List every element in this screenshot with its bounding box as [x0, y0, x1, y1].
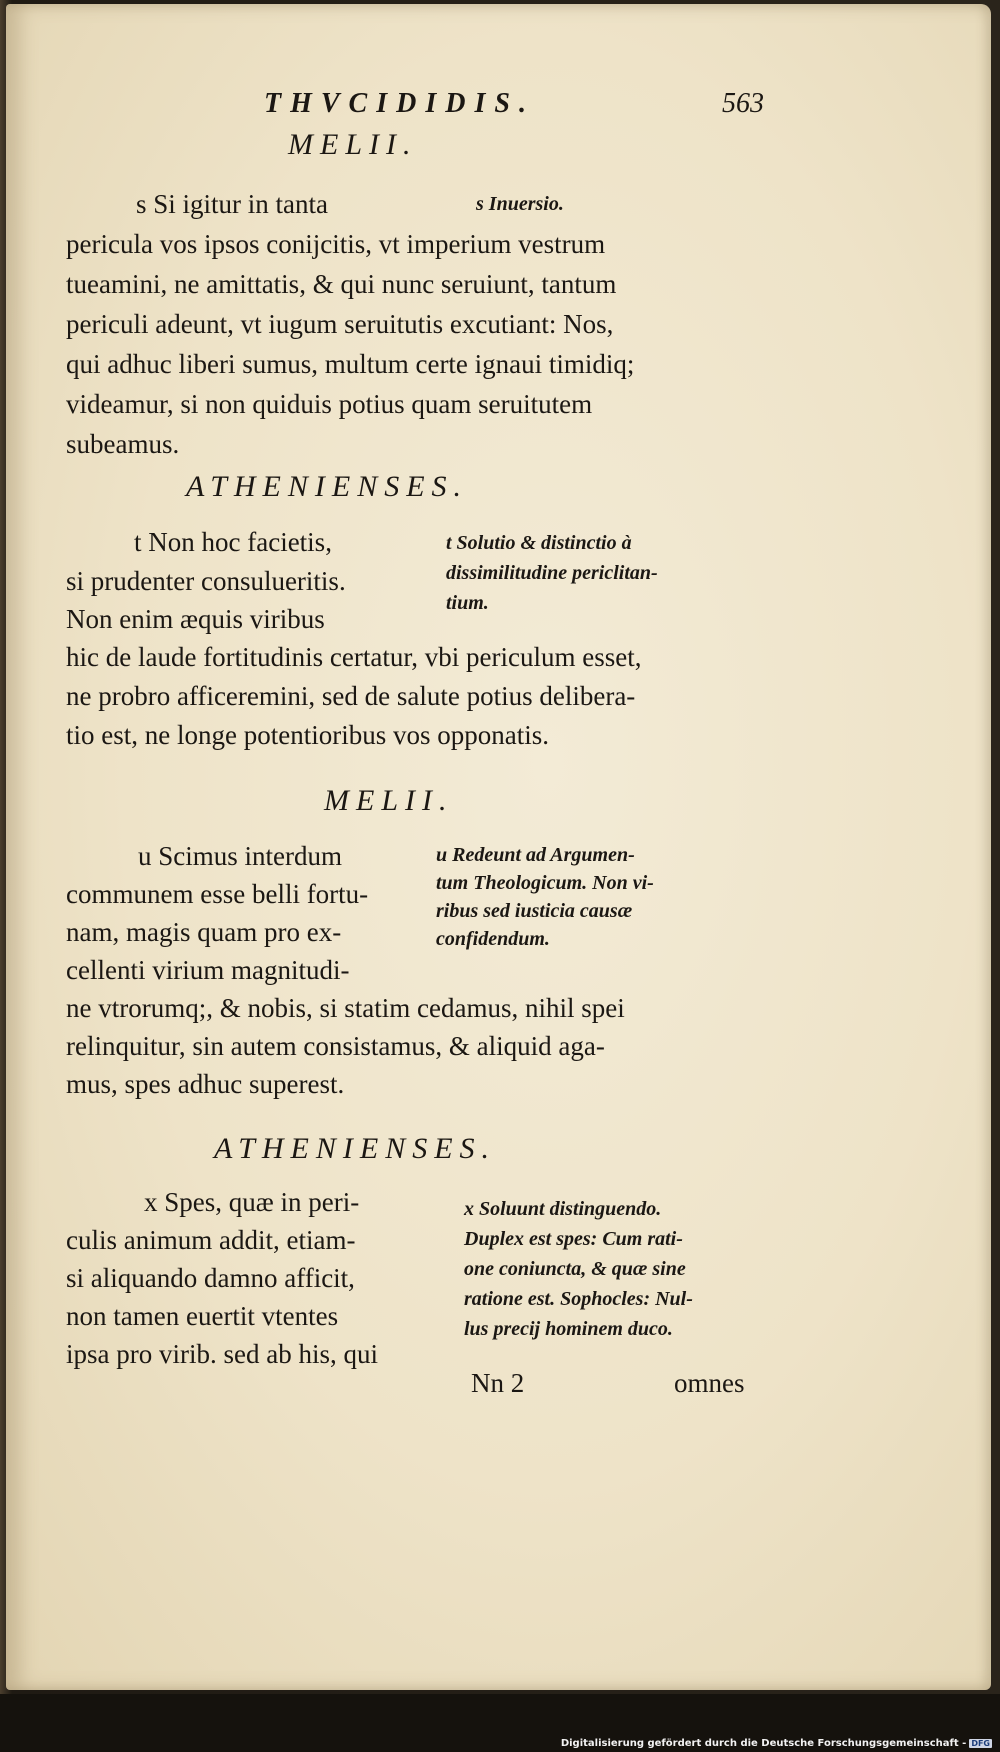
margin-note: one coniuncta, & quæ sine [464, 1258, 686, 1280]
page-header [264, 88, 764, 128]
text-line: ipsa pro virib. sed ab his, qui [66, 1339, 378, 1369]
margin-note: Duplex est spes: Cum rati- [464, 1228, 683, 1250]
text-line: non tamen euertit vtentes [66, 1301, 339, 1331]
margin-note: ratione est. Sophocles: Nul- [464, 1288, 693, 1310]
margin-note: dissimilitudine periclitan- [446, 562, 658, 584]
text-line: cellenti virium magnitudi- [66, 955, 350, 985]
margin-note: s Inuersio. [476, 193, 564, 215]
text-line: mus, spes adhuc superest. [66, 1069, 345, 1099]
catchword: omnes [674, 1368, 745, 1398]
margin-note: t Solutio & distinctio à [446, 532, 632, 554]
text-line: s Si igitur in tanta [136, 189, 328, 219]
text-line: u Scimus interdum [138, 841, 342, 871]
text-line: Non enim æquis viribus [66, 604, 325, 634]
margin-note: tium. [446, 592, 489, 614]
margin-note: tum Theologicum. Non vi- [436, 872, 654, 894]
text-line: si aliquando damno afficit, [66, 1263, 355, 1293]
text-line: ne vtrorumq;, & nobis, si statim cedamus, nihil spei [66, 993, 625, 1023]
text-line: tio est, ne longe potentioribus vos opponatis. [66, 720, 549, 750]
speaker-heading: ATHENIENSES. [186, 470, 469, 503]
book-page [6, 4, 991, 1690]
text-line: si prudenter consulueritis. [66, 566, 346, 596]
signature-mark: Nn 2 [471, 1368, 525, 1398]
text-line: pericula vos ipsos conijcitis, vt imperium vestrum [66, 229, 606, 259]
speaker-heading: MELII. [288, 128, 418, 161]
margin-note: u Redeunt ad Argumen- [436, 844, 635, 866]
page-content [6, 4, 991, 1690]
dfg-logo-icon: DFG [971, 1739, 990, 1748]
text-line: t Non hoc facietis, [134, 527, 332, 557]
text-line: nam, magis quam pro ex- [66, 917, 342, 947]
digitization-credit [561, 1738, 992, 1749]
margin-note: ribus sed iusticia causæ [436, 900, 633, 922]
margin-note: confidendum. [436, 928, 550, 950]
text-line: qui adhuc liberi sumus, multum certe ignaui timidiq; [66, 349, 635, 379]
text-line: culis animum addit, etiam- [66, 1225, 356, 1255]
text-line: tueamini, ne amittatis, & qui nunc seruiunt, tantum [66, 269, 617, 299]
speaker-heading: MELII. [324, 784, 454, 817]
running-head: THVCIDIDIS. [264, 88, 535, 119]
text-line: periculi adeunt, vt iugum seruitutis excutiant: Nos, [66, 309, 614, 339]
speaker-heading: ATHENIENSES. [214, 1132, 497, 1165]
text-line: x Spes, quæ in peri- [144, 1187, 360, 1217]
margin-note: x Soluunt distinguendo. [464, 1198, 662, 1220]
text-line: videamur, si non quiduis potius quam seruitutem [66, 389, 593, 419]
credit-text: Digitalisierung gefördert durch die Deutsche Forschungsgemeinschaft - [560, 1738, 967, 1749]
margin-note: lus precij hominem duco. [464, 1318, 673, 1340]
text-line: relinquitur, sin autem consistamus, & aliquid aga- [66, 1031, 605, 1061]
text-line: subeamus. [66, 429, 180, 459]
text-line: communem esse belli fortu- [66, 879, 369, 909]
text-line: ne probro afficeremini, sed de salute potius delibera- [66, 681, 636, 711]
text-line: hic de laude fortitudinis certatur, vbi periculum esset, [66, 642, 642, 672]
page-number: 563 [722, 88, 764, 119]
